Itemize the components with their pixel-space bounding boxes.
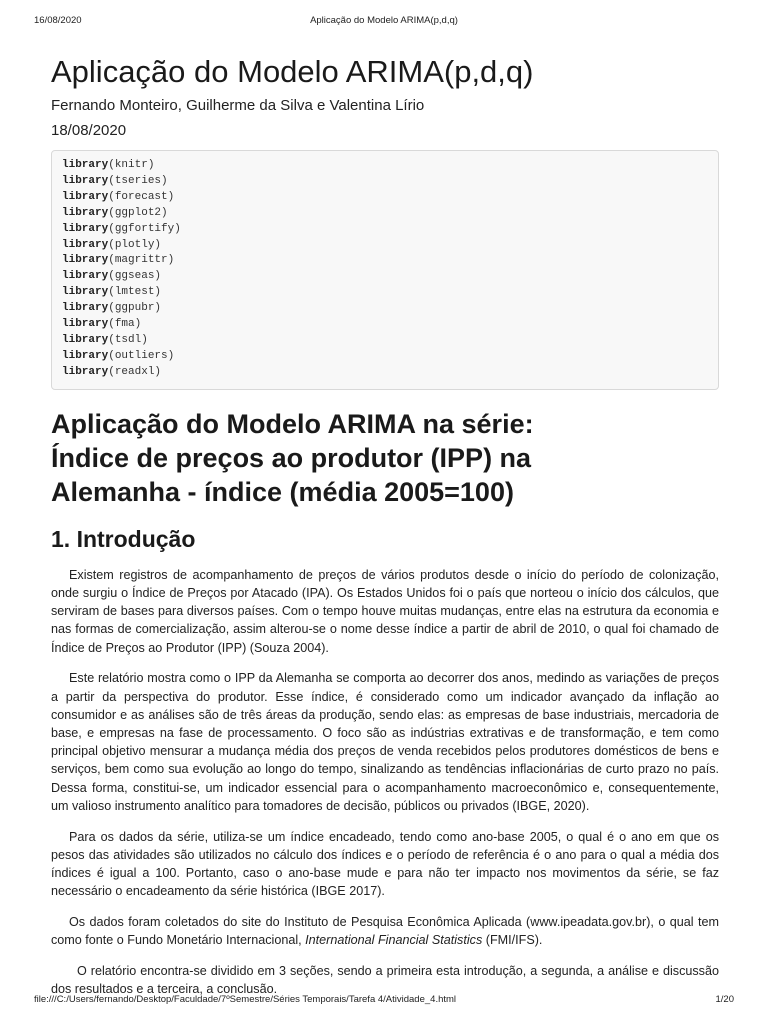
code-line [62,174,708,190]
code-keyword: library [62,349,109,362]
code-keyword: library [62,190,109,203]
code-line [62,253,708,269]
code-line [62,333,708,349]
code-keyword: library [62,254,109,267]
document-date: 18/08/2020 [51,122,127,139]
code-keyword: library [62,286,109,299]
section-title-line-3: Alemanha - índice (média 2005=100) [51,476,514,507]
print-file-path: file:///C:/Users/fernando/Desktop/Faculdade/7ºSemestre/Séries Temporais/Tarefa 4/Atividade_4.html [34,994,457,1005]
code-argument: (ggfortify) [108,222,181,235]
code-argument: (forecast) [108,190,175,203]
intro-paragraph-4-end: (FMI/IFS). [482,933,543,948]
code-line [62,158,708,174]
code-keyword: library [62,365,109,378]
code-line [62,222,708,238]
document-body [51,52,719,1011]
code-line [62,317,708,333]
intro-paragraph-3: Para os dados da série, utiliza-se um índice encadeado, tendo como ano-base 2005, o qual é o ano em que os pesos das atividades são utilizados no cálculo dos índices e o período de referência é o ano para o qual a média dos índices é igual a 100. Portanto, caso o ano-base mude e para não ter impacto nos movimentos da série, se faz necessário o encadeamento da série histórica (IBGE 2017). [51,829,719,899]
code-keyword: library [62,318,109,331]
code-line [62,285,708,301]
print-page-number: 1/20 [715,994,734,1005]
code-line [62,349,708,365]
code-keyword: library [62,238,109,251]
intro-paragraph-4-italic: International Financial Statistics [305,933,483,948]
code-keyword: library [62,270,109,283]
code-line [62,269,708,285]
intro-paragraph-4-text: Os dados foram coletados do site do Instituto de Pesquisa Econômica Aplicada (www.ipeadata.gov.br), o qual tem como fonte o Fundo Monetário Internacional, [51,914,719,948]
code-line [62,301,708,317]
section-title [51,407,719,509]
code-argument: (tsdl) [108,333,148,346]
code-line [62,365,708,381]
code-line [62,238,708,254]
intro-heading: 1. Introdução [51,525,196,552]
code-argument: (ggpubr) [108,302,162,315]
code-argument: (ggplot2) [108,206,168,219]
print-header [34,15,734,29]
code-keyword: library [62,333,109,346]
code-argument: (readxl) [108,365,162,378]
code-argument: (plotly) [108,238,162,251]
code-argument: (ggseas) [108,270,162,283]
code-argument: (fma) [108,318,142,331]
code-argument: (magrittr) [108,254,175,267]
code-keyword: library [62,159,109,171]
code-block [51,150,719,390]
code-argument: (outliers) [108,349,175,362]
section-title-line-2: Índice de preços ao produtor (IPP) na [51,442,532,473]
code-keyword: library [62,222,109,235]
intro-paragraph-2: Este relatório mostra como o IPP da Alemanha se comporta ao decorrer dos anos, medindo as variações de preços a partir da perspectiva do produtor. Esse índice, é considerado como um indicador avançado da inflação ao consumidor e as análises são de três áreas da produção, sendo elas: as empresas de base industriais, mercadoria de base, e empresas na fase de processamento. O foco são as indústrias extrativas e de transformação, e tem como principal objetivo mensurar a mudança média dos preços de venda recebidos pelos produtores domésticos de bens e serviços, bem como sua evolução ao longo do tempo, sinalizando as tendências inflacionárias de curto prazo no país. Dessa forma, constitui-se, um indicador essencial para o acompanhamento macroeconômico e, consequentemente, um valioso instrumento analítico para tomadores de decisão, públicos ou privados (IBGE, 2020). [51,671,719,813]
code-keyword: library [62,206,109,219]
code-line [62,206,708,222]
print-date: 16/08/2020 [34,15,82,26]
section-title-line-1: Aplicação do Modelo ARIMA na série: [51,408,534,439]
code-argument: (lmtest) [108,286,162,299]
intro-paragraph-1: Existem registros de acompanhamento de preços de vários produtos desde o início do período de colonização, onde surgiu o Índice de Preços por Atacado (IPA). Os Estados Unidos foi o país que norteou o início dos cálculos, que serviram de bases para diversos países. Com o tempo houve muitas mudanças, entre elas na estrutura da economia e nas formas de comercialização, assim alterou-se o nome desse índice a partir de abril de 2010, o qual foi chamado de Índice de Preços ao Produtor (IPP) (Souza 2004). [51,567,719,655]
intro-paragraph-5: O relatório encontra-se dividido em 3 seções, sendo a primeira esta introdução, a segunda, a análise e discussão dos resultados e a terceira, a conclusão. [51,963,719,997]
code-argument: (tseries) [108,174,168,187]
print-title: Aplicação do Modelo ARIMA(p,d,q) [310,15,458,26]
print-footer [34,994,734,1008]
document-title: Aplicação do Modelo ARIMA(p,d,q) [51,54,534,89]
document-authors: Fernando Monteiro, Guilherme da Silva e Valentina Lírio [51,97,425,114]
code-keyword: library [62,174,109,187]
intro-paragraph-4 [51,913,719,949]
code-line [62,190,708,206]
code-keyword: library [62,302,109,315]
code-argument: (knitr) [108,159,155,171]
